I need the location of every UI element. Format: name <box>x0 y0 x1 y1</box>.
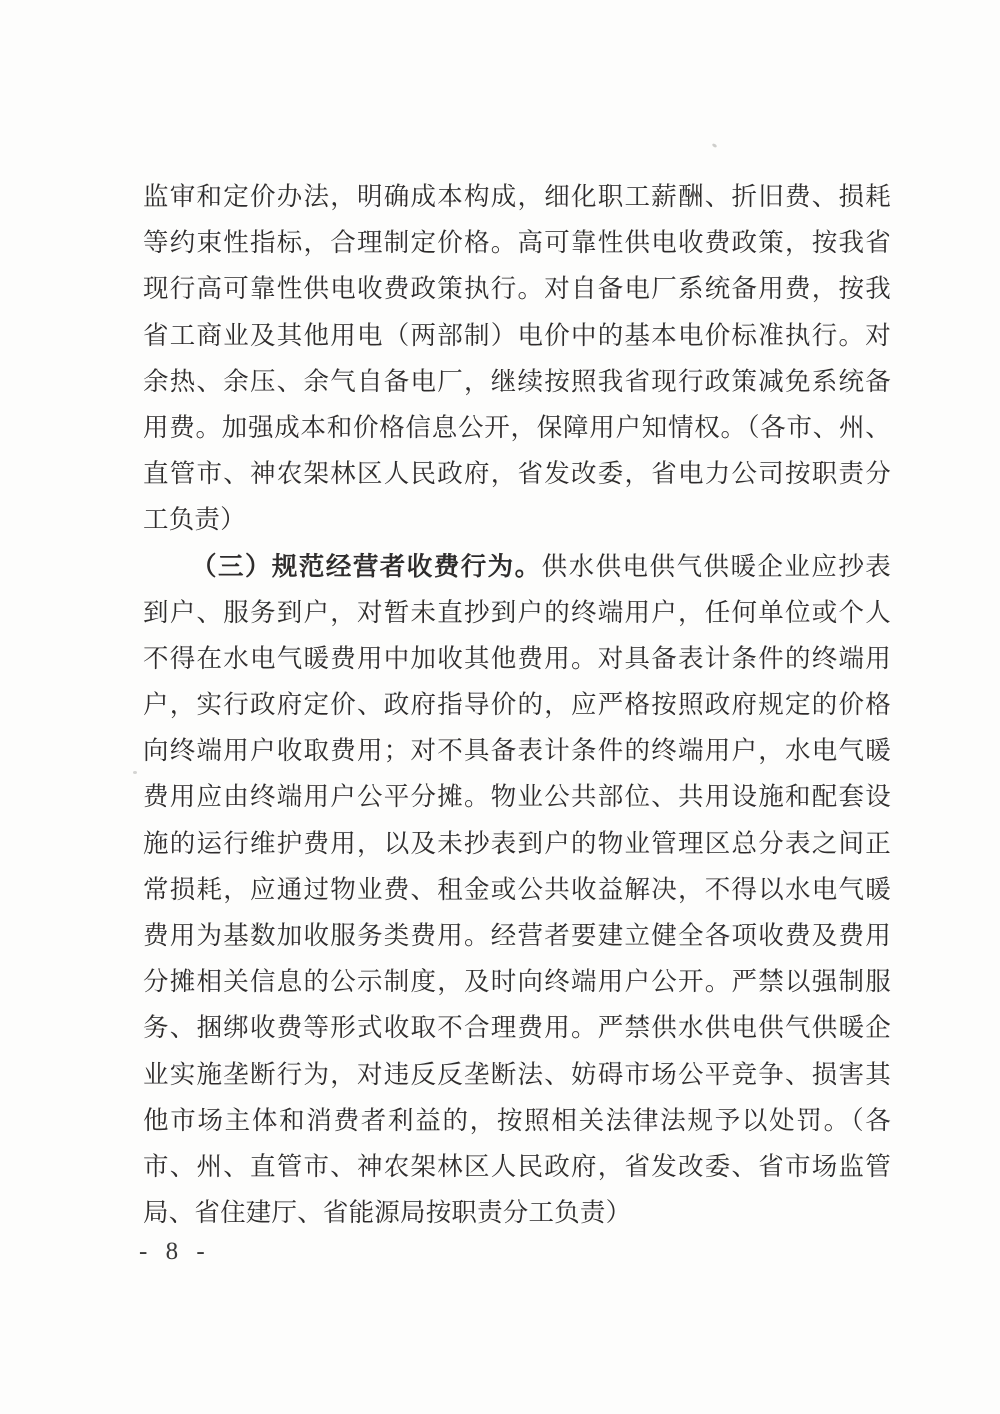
text-line-rest: 供水供电供气供暖企业应抄表 <box>541 551 891 581</box>
section-heading: （三）规范经营者收费行为。 <box>191 551 542 581</box>
text-line: 向终端用户收取费用；对不具备表计条件的终端用户，水电气暖 <box>143 736 891 766</box>
text-line: 业实施垄断行为，对违反反垄断法、妨碍市场公平竞争、损害其 <box>143 1059 891 1089</box>
text-line: 监审和定价办法，明确成本构成，细化职工薪酬、折旧费、损耗 <box>143 182 891 211</box>
text-line: 到户、服务到户，对暂未直抄到户的终端用户，任何单位或个人 <box>143 597 891 627</box>
scan-speck <box>712 143 718 148</box>
page-number: - 8 - <box>139 1238 211 1265</box>
document-body <box>143 174 891 1236</box>
text-line: 分摊相关信息的公示制度，及时向终端用户公开。严禁以强制服 <box>143 967 891 997</box>
text-line: 不得在水电气暖费用中加收其他费用。对具备表计条件的终端用 <box>143 643 891 673</box>
text-line: 省工商业及其他用电（两部制）电价中的基本电价标准执行。对 <box>143 320 891 350</box>
text-line: 现行高可靠性供电收费政策执行。对自备电厂系统备用费，按我 <box>143 274 891 304</box>
text-line: 施的运行维护费用，以及未抄表到户的物业管理区总分表之间正 <box>143 828 891 858</box>
scan-speck <box>133 771 137 774</box>
text-line: 费用为基数加收服务类费用。经营者要建立健全各项收费及费用 <box>143 921 891 950</box>
text-line: 费用应由终端用户公平分摊。物业公共部位、共用设施和配套设 <box>143 782 891 812</box>
text-line: 务、捆绑收费等形式收取不合理费用。严禁供水供电供气供暖企 <box>143 1013 891 1043</box>
text-line: 等约束性指标，合理制定价格。高可靠性供电收费政策，按我省 <box>143 228 891 258</box>
text-line: 常损耗，应通过物业费、租金或公共收益解决，不得以水电气暖 <box>143 874 891 904</box>
text-line <box>143 544 891 590</box>
text-line: 直管市、神农架林区人民政府，省发改委，省电力公司按职责分 <box>143 459 891 489</box>
text-line: 局、省住建厅、省能源局按职责分工负责） <box>143 1198 632 1228</box>
text-line: 工负责） <box>143 505 246 535</box>
text-line: 用费。加强成本和价格信息公开，保障用户知情权。（各市、州、 <box>143 412 891 442</box>
text-line: 他市场主体和消费者利益的，按照相关法律法规予以处罚。（各 <box>143 1105 891 1135</box>
text-line: 户，实行政府定价、政府指导价的，应严格按照政府规定的价格 <box>143 690 891 720</box>
text-line: 市、州、直管市、神农架林区人民政府，省发改委、省市场监管 <box>143 1151 891 1181</box>
text-line: 余热、余压、余气自备电厂，继续按照我省现行政策减免系统备 <box>143 366 891 396</box>
